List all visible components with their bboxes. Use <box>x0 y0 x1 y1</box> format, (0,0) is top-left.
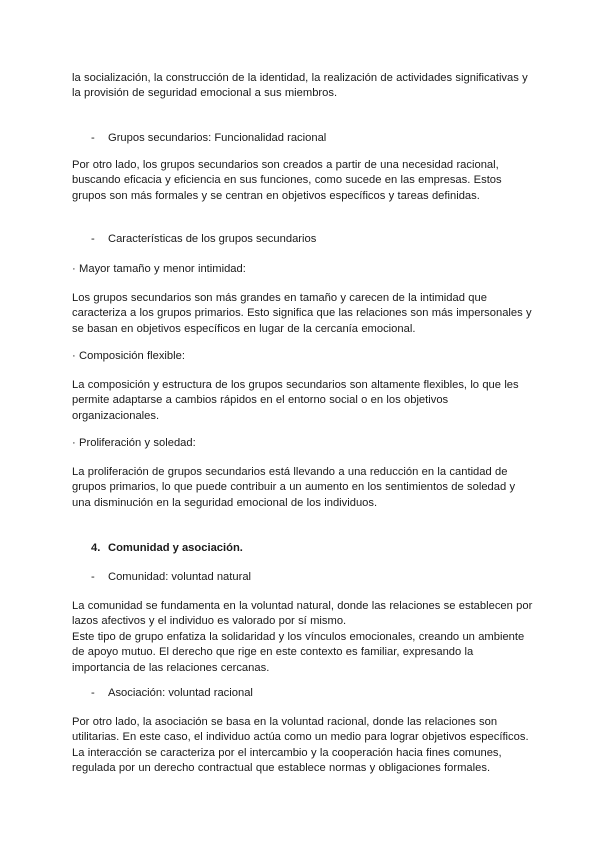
section-title: Comunidad y asociación. <box>108 542 243 554</box>
paragraph-proliferacion <box>72 465 534 511</box>
paragraph-line: organizacionales. <box>72 409 160 422</box>
paragraph-line: La comunidad se fundamenta en la voluntad natural, donde las relaciones se establecen por <box>72 600 533 612</box>
intro-paragraph <box>72 71 534 102</box>
paragraph-secundarios <box>72 158 534 204</box>
paragraph-line: se basan en objetivos específicos en lugar de la cercanía emocional. <box>72 322 416 335</box>
bullet-asociacion <box>91 686 253 701</box>
section-number: 4. <box>91 542 101 554</box>
bullet-text: Grupos secundarios: Funcionalidad racional <box>108 132 327 144</box>
paragraph-line: Este tipo de grupo enfatiza la solidaridad y los vínculos emocionales, creando un ambiente <box>72 630 525 643</box>
paragraph-line: una disminución en la seguridad emocional de los individuos. <box>72 496 378 509</box>
bullet-text: Características de los grupos secundarios <box>108 233 317 245</box>
subheading-mayor-tamano: · Mayor tamaño y menor intimidad: <box>72 263 246 275</box>
paragraph-comunidad <box>72 599 534 676</box>
paragraph-asociacion <box>72 715 534 777</box>
bullet-dash: - <box>91 687 95 699</box>
paragraph-line: de apoyo mutuo. El derecho que rige en este contexto es familiar, expresando la <box>72 646 474 659</box>
bullet-dash: - <box>91 233 95 245</box>
paragraph-line: grupos son más formales y se centran en objetivos específicos y tareas definidas. <box>72 189 480 202</box>
paragraph-line: caracteriza a los grupos primarios. Esto significa que las relaciones son más impersonales y <box>72 307 532 320</box>
paragraph-line: La composición y estructura de los grupos secundarios son altamente flexibles, lo que les <box>72 379 519 391</box>
paragraph-line: La proliferación de grupos secundarios está llevando a una reducción en la cantidad de <box>72 466 508 478</box>
paragraph-line: permite adaptarse a cambios rápidos en el entorno social o en los objetivos <box>72 394 449 407</box>
subheading-proliferacion: · Proliferación y soledad: <box>72 437 196 449</box>
paragraph-line: regulada por un derecho contractual que establece normas y obligaciones formales. <box>72 762 491 775</box>
bullet-text: Asociación: voluntad racional <box>108 687 253 699</box>
paragraph-line: utilitarias. En este caso, el individuo actúa como un medio para lograr objetivos específicos. <box>72 731 529 744</box>
bullet-comunidad <box>91 570 251 585</box>
paragraph-line: La interacción se caracteriza por el intercambio y la cooperación hacia fines comunes, <box>72 746 502 759</box>
paragraph-line: la provisión de seguridad emocional a sus miembros. <box>72 87 338 100</box>
bullet-dash: - <box>91 132 95 144</box>
bullet-caracteristicas <box>91 232 316 247</box>
bullet-dash: - <box>91 571 95 583</box>
bullet-secundarios-funcionalidad <box>91 131 326 146</box>
paragraph-line: lazos afectivos y el individuo es valorado por sí mismo. <box>72 615 347 628</box>
paragraph-mayor-tamano <box>72 291 534 337</box>
section-4-heading <box>91 541 243 556</box>
paragraph-line: Por otro lado, los grupos secundarios son creados a partir de una necesidad racional, <box>72 159 499 171</box>
paragraph-line: Los grupos secundarios son más grandes en tamaño y carecen de la intimidad que <box>72 292 487 304</box>
paragraph-line: la socialización, la construcción de la identidad, la realización de actividades significativas y <box>72 72 528 84</box>
paragraph-line: grupos primarios, lo que puede contribuir a un aumento en los sentimientos de soledad y <box>72 481 516 494</box>
bullet-text: Comunidad: voluntad natural <box>108 571 252 583</box>
subheading-composicion: · Composición flexible: <box>72 350 185 362</box>
paragraph-line: buscando eficacia y eficiencia en sus funciones, como sucede en las empresas. Estos <box>72 174 502 187</box>
paragraph-composicion <box>72 378 534 424</box>
paragraph-line: importancia de las relaciones cercanas. <box>72 661 270 674</box>
paragraph-line: Por otro lado, la asociación se basa en la voluntad racional, donde las relaciones son <box>72 716 498 728</box>
